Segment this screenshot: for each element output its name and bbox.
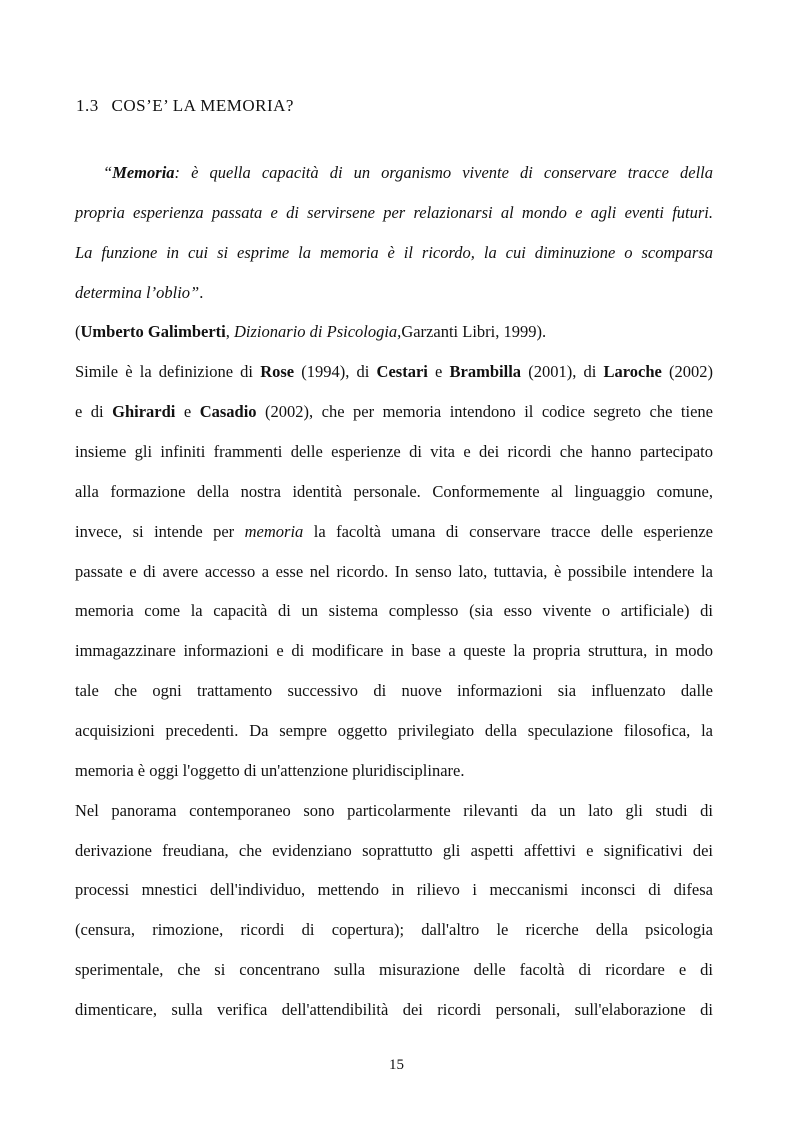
paragraph-1-line-8: immagazzinare informazioni e di modificare in base a queste la propria struttura, in modo: [75, 641, 713, 660]
paragraph-1-line-3: insieme gli infiniti frammenti delle esperienze di vita e dei ricordi che hanno partecipato: [75, 442, 713, 461]
paragraph-2-line-6: dimenticare, sulla verifica dell'attendibilità dei ricordi personali, sull'elaborazione di: [75, 1000, 713, 1019]
paragraph-1-line-1: Simile è la definizione di Rose (1994), di Cestari e Brambilla (2001), di Laroche (2002): [75, 362, 713, 381]
paragraph-1-line-5: invece, si intende per memoria la facoltà umana di conservare tracce delle esperienze: [75, 522, 713, 541]
paragraph-1-line-2: e di Ghirardi e Casadio (2002), che per memoria intendono il codice segreto che tiene: [75, 402, 713, 421]
paragraph-1-line-6: passate e di avere accesso a esse nel ricordo. In senso lato, tuttavia, è possibile intendere la: [75, 562, 713, 581]
paragraph-2-line-5: sperimentale, che si concentrano sulla misurazione delle facoltà di ricordare e di: [75, 960, 713, 979]
paragraph-2-line-3: processi mnestici dell'individuo, mettendo in rilievo i meccanismi inconsci di difesa: [75, 880, 713, 899]
paragraph-1-line-7: memoria come la capacità di un sistema complesso (sia esso vivente o artificiale) di: [75, 601, 713, 620]
section-number: 1.3: [76, 96, 99, 115]
quote-line-1: “Memoria: è quella capacità di un organismo vivente di conservare tracce della: [103, 163, 713, 182]
quote-line-4: determina l’oblio”.: [75, 283, 204, 302]
paragraph-1-line-11: memoria è oggi l'oggetto di un'attenzione pluridisciplinare.: [75, 761, 465, 780]
paragraph-2-line-1: Nel panorama contemporaneo sono particolarmente rilevanti da un lato gli studi di: [75, 801, 713, 820]
page-number: 15: [389, 1057, 404, 1073]
paragraph-2-line-2: derivazione freudiana, che evidenziano soprattutto gli aspetti affettivi e significativi dei: [75, 841, 713, 860]
citation-book: Dizionario di Psicologia,: [234, 322, 402, 341]
citation: (Umberto Galimberti, Dizionario di Psicologia,Garzanti Libri, 1999).: [75, 322, 547, 341]
quote-term: Memoria: [112, 163, 175, 182]
quote-line-2: propria esperienza passata e di servirsene per relazionarsi al mondo e agli eventi futuri.: [75, 203, 713, 222]
paragraph-1-line-4: alla formazione della nostra identità personale. Conformemente al linguaggio comune,: [75, 482, 713, 501]
section-title: COS’E’ LA MEMORIA?: [111, 96, 294, 115]
citation-author: Umberto Galimberti: [80, 322, 226, 341]
quote-line-3: La funzione in cui si esprime la memoria è il ricordo, la cui diminuzione o scomparsa: [75, 243, 713, 262]
paragraph-2-line-4: (censura, rimozione, ricordi di copertura); dall'altro le ricerche della psicologia: [75, 920, 713, 939]
section-heading: [76, 96, 302, 116]
paragraph-1-line-9: tale che ogni trattamento successivo di nuove informazioni sia influenzato dalle: [75, 681, 713, 700]
paragraph-1-line-10: acquisizioni precedenti. Da sempre oggetto privilegiato della speculazione filosofica, la: [75, 721, 713, 740]
